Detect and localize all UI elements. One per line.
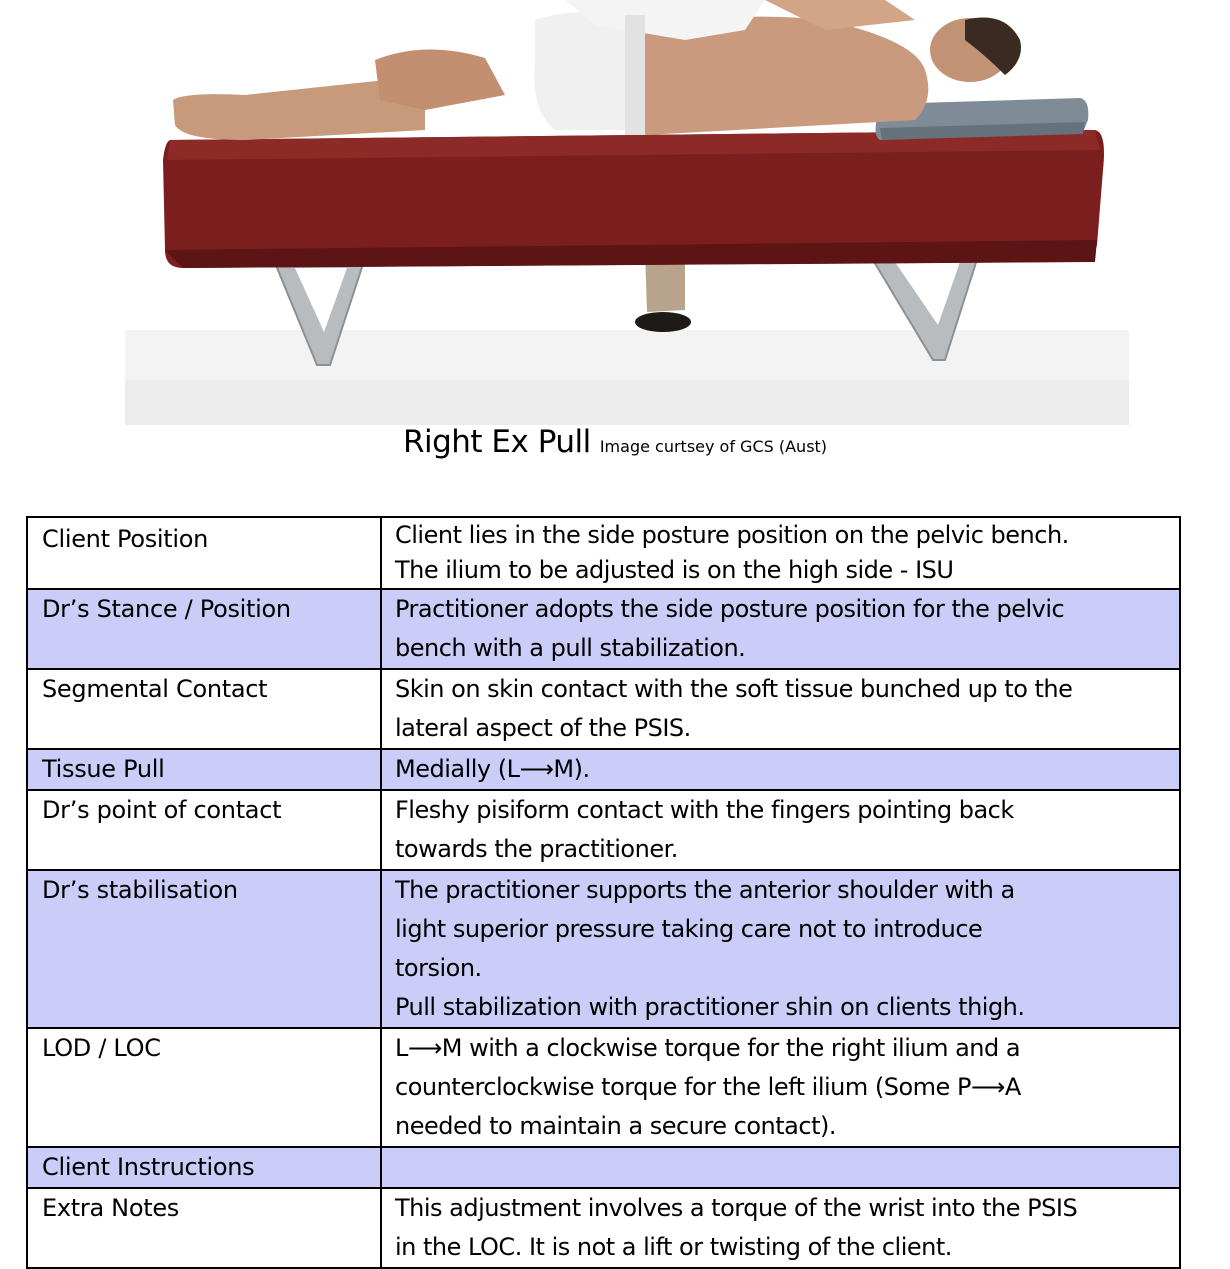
caption-title: Right Ex Pull (402, 424, 591, 460)
row-value (381, 1188, 1180, 1268)
row-value (381, 1147, 1180, 1188)
row-value (381, 589, 1180, 669)
value-line: Pull stabilization with practitioner shin on clients thigh. (395, 993, 1025, 1021)
technique-photo (125, 0, 1129, 425)
row-value (381, 517, 1180, 589)
table-row (27, 517, 1180, 589)
table-row (27, 749, 1180, 790)
row-label: Client Position (27, 517, 381, 589)
value-line: towards the practitioner. (395, 835, 678, 863)
value-line: Medially (L⟶M). (395, 755, 590, 783)
value-line: in the LOC. It is not a lift or twisting of the client. (395, 1233, 952, 1261)
table-body (27, 517, 1180, 1268)
row-label: Dr’s Stance / Position (27, 589, 381, 669)
value-line: counterclockwise torque for the left ilium (Some P⟶A (395, 1073, 1021, 1101)
value-line: needed to maintain a secure contact). (395, 1112, 836, 1140)
caption-credit: Image curtsey of GCS (Aust) (599, 437, 828, 456)
row-label: Extra Notes (27, 1188, 381, 1268)
row-label: Client Instructions (27, 1147, 381, 1188)
value-line: L⟶M with a clockwise torque for the right ilium and a (395, 1034, 1021, 1062)
value-line: Client lies in the side posture position on the pelvic bench. (395, 521, 1069, 549)
row-value (381, 1028, 1180, 1147)
row-label: Dr’s point of contact (27, 790, 381, 870)
table-row (27, 790, 1180, 870)
row-value (381, 870, 1180, 1028)
row-label: Segmental Contact (27, 669, 381, 749)
value-line: bench with a pull stabilization. (395, 634, 746, 662)
figure-caption (0, 424, 1230, 460)
value-line: The ilium to be adjusted is on the high side - ISU (395, 556, 954, 584)
table-row (27, 1028, 1180, 1147)
row-label: Dr’s stabilisation (27, 870, 381, 1028)
value-line: lateral aspect of the PSIS. (395, 714, 691, 742)
value-line: Fleshy pisiform contact with the fingers pointing back (395, 796, 1014, 824)
value-line: The practitioner supports the anterior shoulder with a (395, 876, 1015, 904)
row-value (381, 790, 1180, 870)
row-label: Tissue Pull (27, 749, 381, 790)
table-row (27, 1147, 1180, 1188)
value-line: This adjustment involves a torque of the wrist into the PSIS (395, 1194, 1078, 1222)
value-line: Skin on skin contact with the soft tissue bunched up to the (395, 675, 1073, 703)
technique-table (26, 516, 1181, 1269)
value-line: torsion. (395, 954, 482, 982)
value-line: Practitioner adopts the side posture position for the pelvic (395, 595, 1065, 623)
row-value (381, 749, 1180, 790)
table-row (27, 870, 1180, 1028)
row-value (381, 669, 1180, 749)
table-row (27, 669, 1180, 749)
value-line: light superior pressure taking care not to introduce (395, 915, 983, 943)
row-label: LOD / LOC (27, 1028, 381, 1147)
table-row (27, 589, 1180, 669)
table-row (27, 1188, 1180, 1268)
